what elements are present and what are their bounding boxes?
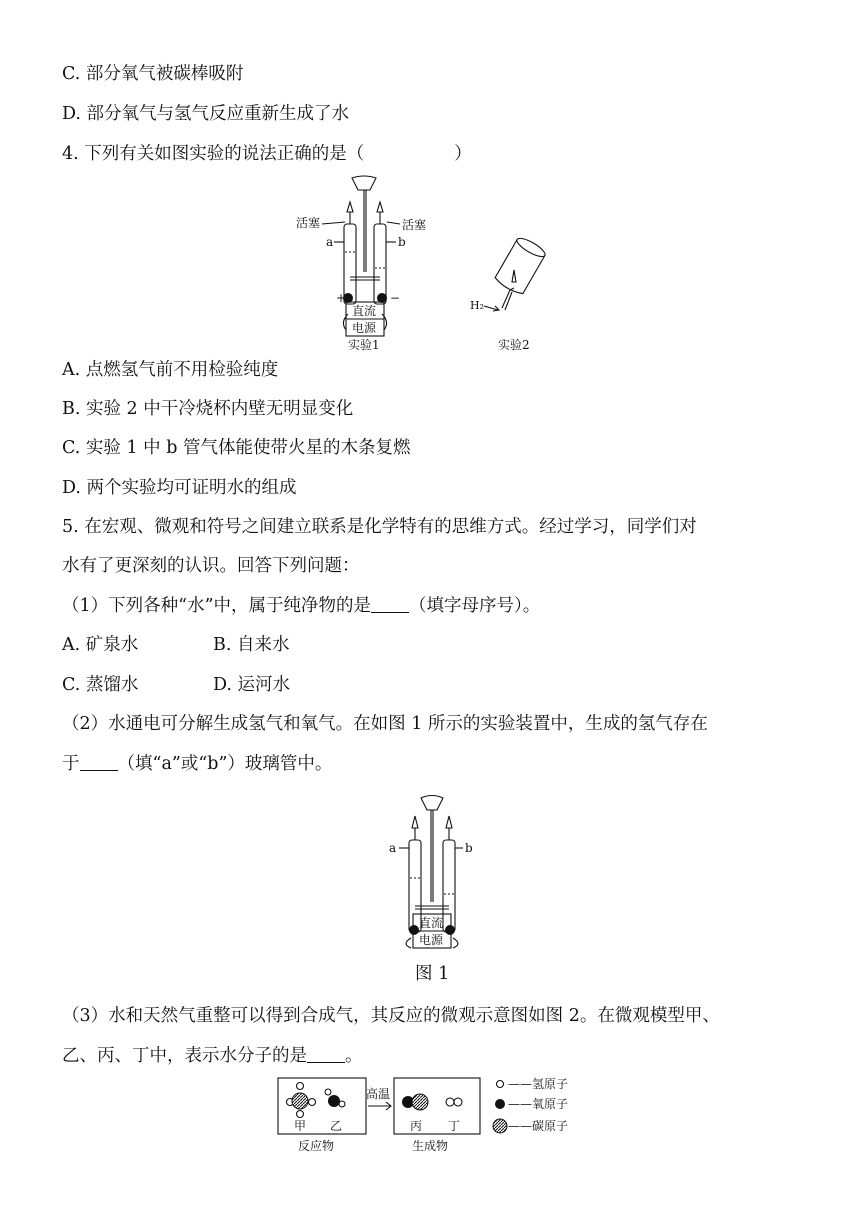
fig1-power-label-1: 直流 <box>419 916 444 930</box>
option-b: B. 实验 2 中干冷烧杯内壁无明显变化 <box>62 399 354 419</box>
q5-option-d: D. 运河水 <box>213 675 291 695</box>
products-label: 生成物 <box>412 1139 449 1153</box>
high-temp-label: 高温 <box>366 1087 391 1101</box>
question-5-part-1 <box>62 594 540 618</box>
legend-hydrogen: ——氢原子 <box>508 1077 569 1091</box>
answer-blank <box>80 754 118 771</box>
bing-label: 丙 <box>410 1119 423 1133</box>
q5-3-tail: 。 <box>345 1046 363 1066</box>
option-d-prev: D. 部分氧气与氢气反应重新生成了水 <box>62 104 350 124</box>
question-5-part-2-line1: （2）水通电可分解生成氢气和氧气。在如图 1 所示的实验装置中，生成的氢气存在 <box>62 714 708 734</box>
experiment-figure <box>290 172 560 352</box>
q4-stem-text: 4. 下列有关如图实验的说法正确的是（ <box>62 144 365 164</box>
option-a: A. 点燃氢气前不用检验纯度 <box>62 360 279 380</box>
fig1-tube-a-label: a <box>389 841 397 855</box>
q5-1-tail: （填字母序号）。 <box>409 596 541 616</box>
q5-option-a: A. 矿泉水 <box>62 635 139 655</box>
option-c-prev: C. 部分氧气被碳棒吸附 <box>62 64 244 84</box>
question-5-part-2-line2 <box>62 752 332 776</box>
yi-label: 乙 <box>330 1119 343 1133</box>
question-5-stem-2: 水有了更深刻的认识。回答下列问题： <box>62 556 360 576</box>
ding-label: 丁 <box>448 1119 461 1133</box>
fig1-tube-b-label: b <box>465 841 473 855</box>
question-5-stem-1: 5. 在宏观、微观和符号之间建立联系是化学特有的思维方式。经过学习，同学们对 <box>62 517 697 537</box>
q5-3-text: 乙、丙、丁中，表示水分子的是 <box>62 1046 307 1066</box>
answer-blank <box>371 596 409 613</box>
figure-1-electrolysis <box>385 790 495 950</box>
jia-label: 甲 <box>294 1119 307 1133</box>
legend-carbon: ——碳原子 <box>508 1119 569 1133</box>
q5-2-tail: （填“a”或“b”）玻璃管中。 <box>117 754 333 774</box>
figure-1-caption: 图 1 <box>415 964 450 984</box>
q5-option-b: B. 自来水 <box>213 635 290 655</box>
h2-label: H₂ <box>470 299 485 312</box>
q5-option-c: C. 蒸馏水 <box>62 675 139 695</box>
reactants-label: 反应物 <box>298 1139 335 1153</box>
answer-blank <box>307 1046 345 1063</box>
plus-sign: + <box>336 291 347 305</box>
question-4-stem <box>62 142 472 166</box>
q5-2-lead: 于 <box>62 754 80 774</box>
question-5-part-3-line2 <box>62 1044 363 1068</box>
q5-1-text: （1）下列各种“水”中，属于纯净物的是 <box>62 596 372 616</box>
fig1-power-label-2: 电源 <box>419 933 444 947</box>
question-5-part-3-line1: （3）水和天然气重整可以得到合成气，其反应的微观示意图如图 2。在微观模型甲、 <box>62 1006 720 1026</box>
experiment-1-caption: 实验1 <box>348 338 380 352</box>
power-label-1: 直流 <box>352 304 377 318</box>
option-c: C. 实验 1 中 b 管气体能使带火星的木条复燃 <box>62 438 411 458</box>
tube-b-label: b <box>398 235 406 249</box>
legend-oxygen: ——氧原子 <box>508 1097 569 1111</box>
option-d: D. 两个实验均可证明水的组成 <box>62 478 297 498</box>
q4-stem-close: ） <box>454 144 472 164</box>
minus-sign: − <box>390 291 401 305</box>
left-stopcock-label: 活塞 <box>296 216 321 230</box>
power-label-2: 电源 <box>352 321 377 335</box>
right-stopcock-label: 活塞 <box>402 218 427 232</box>
tube-a-label: a <box>326 235 334 249</box>
experiment-2-caption: 实验2 <box>498 338 530 352</box>
figure-2-micro-diagram <box>270 1074 590 1158</box>
